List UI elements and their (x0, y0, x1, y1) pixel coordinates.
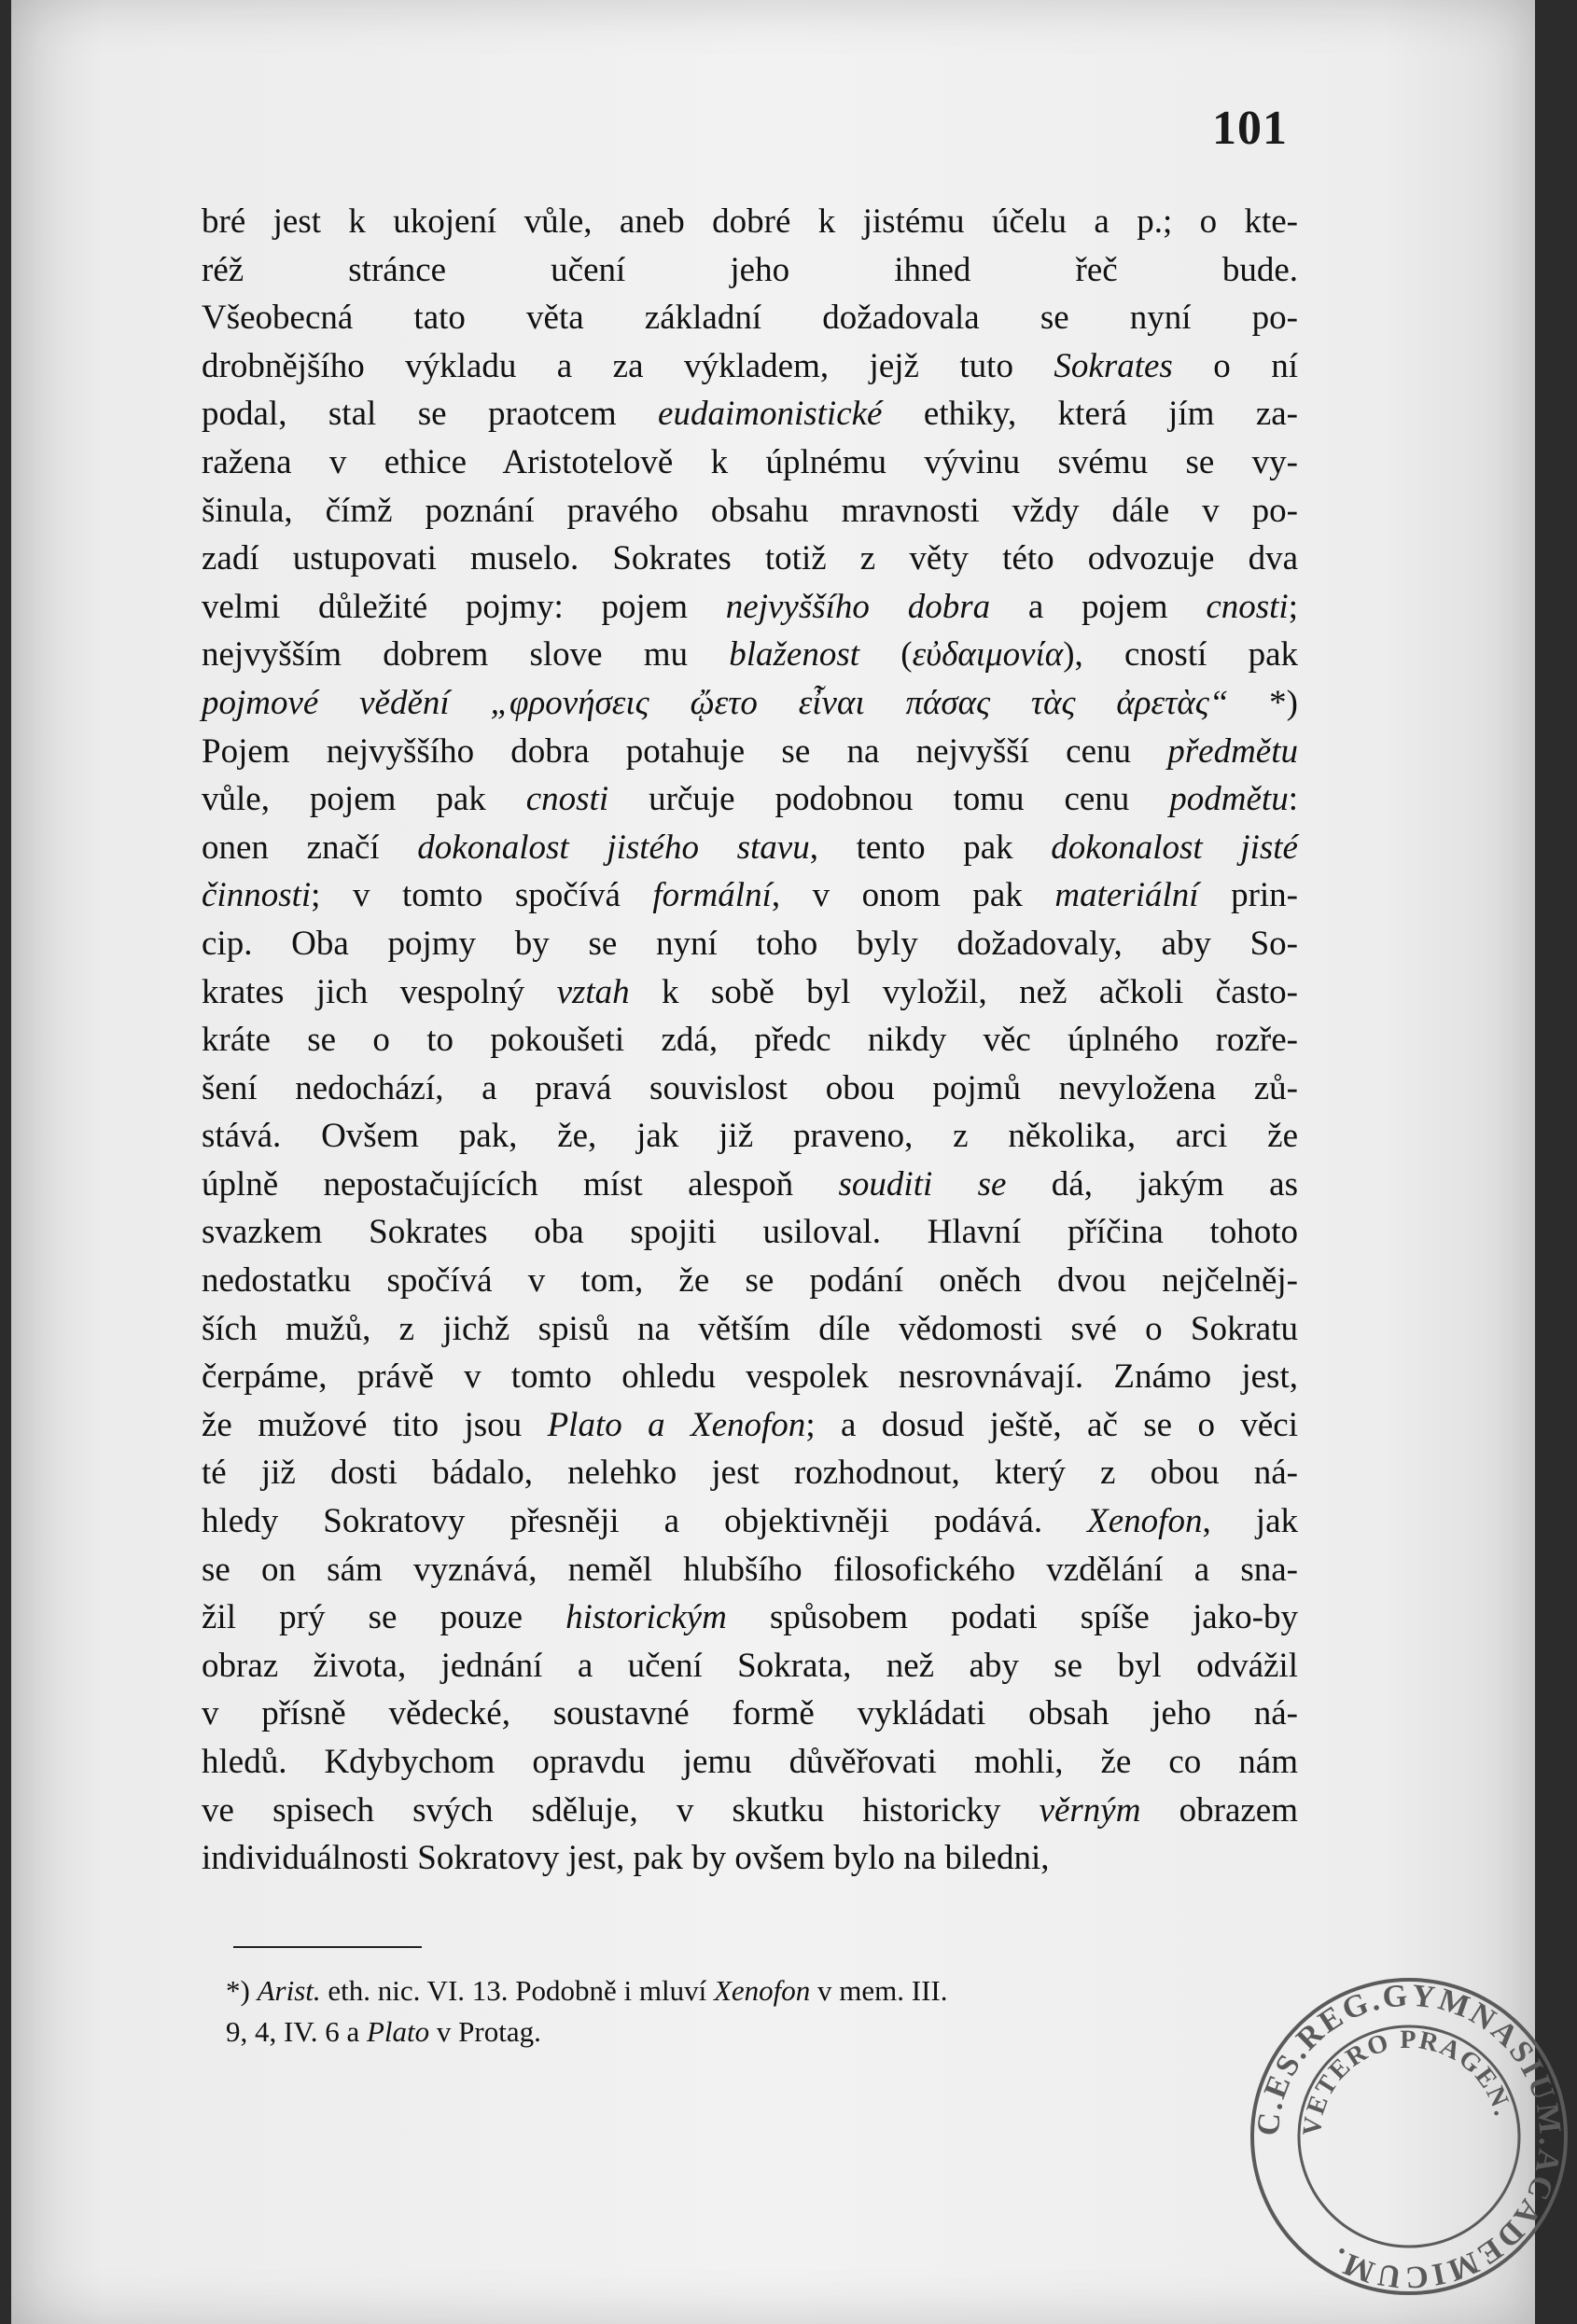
body-text-segment: prin- (1198, 876, 1298, 915)
body-text-segment: εὐδαιμονία (912, 635, 1064, 675)
body-text (202, 198, 1298, 1883)
body-text-segment: cnosti (525, 780, 609, 819)
body-text-segment: podal, stal se praotcem (202, 395, 659, 434)
body-text-segment: , v onom pak (771, 876, 1055, 915)
body-text-segment: čerpáme, právě v tomto ohledu vespolek nesrovnávají. Známo jest, (202, 1357, 1298, 1397)
body-line (202, 728, 1298, 776)
body-text-segment: úplně nepostačujících míst alespoň (202, 1164, 839, 1204)
body-text-segment: cnosti (1206, 587, 1289, 626)
body-text-segment: o ní (1172, 346, 1298, 385)
body-line (202, 1065, 1298, 1113)
body-text-segment: : (1288, 780, 1298, 819)
body-text-segment: drobnějšího výkladu a za výkladem, jejž tuto (202, 346, 1054, 385)
body-text-segment: obraz života, jednání a učení Sokrata, než aby se byl odvážil (202, 1646, 1298, 1685)
body-text-segment: cip. Oba pojmy by se nyní toho byly dožadovaly, aby So- (202, 924, 1298, 963)
document-page (11, 0, 1568, 2324)
body-text-segment: ; v tomto spočívá (311, 876, 653, 915)
body-line (202, 1401, 1298, 1450)
footnote-line (226, 2011, 1299, 2053)
body-text-segment: se on sám vyznává, neměl hlubšího filosofického vzdělání a sna- (202, 1550, 1298, 1589)
footnote-rule (233, 1946, 422, 1948)
body-line (202, 583, 1298, 632)
footnote-text-segment: Plato (366, 2015, 430, 2048)
body-text-segment: kráte se o to pokoušeti zdá, předc nikdy věc úplného rozře- (202, 1021, 1298, 1060)
body-line (202, 487, 1298, 536)
footnote-text-segment: 9, 4, IV. 6 a (226, 2015, 367, 2048)
body-text-segment: Všeobecná tato věta základní dožadovala se nyní po- (202, 299, 1298, 338)
body-text-segment: dokonalost jistého stavu (417, 828, 810, 867)
body-line (202, 342, 1298, 391)
footnote-line (226, 1970, 1299, 2011)
body-line (202, 198, 1298, 246)
body-text-segment: hledů. Kdybychom opravdu jemu důvěřovati mohli, že co nám (202, 1743, 1298, 1781)
body-text-segment: ších mužů, z jichž spisů na větším díle vědomosti své o Sokratu (202, 1309, 1298, 1348)
body-text-segment: že mužové tito jsou (202, 1405, 548, 1444)
body-text-segment: ( (859, 635, 913, 675)
body-text-segment: spůsobem podati spíše jako-by (726, 1598, 1298, 1637)
body-text-segment: réž stránce učení jeho ihned řeč bude. (202, 250, 1298, 289)
stamp-inner-text: VETERO PRAGEN. (1297, 2025, 1518, 2137)
page-number: 101 (1212, 102, 1288, 155)
body-text-segment: Xenofon (1087, 1502, 1203, 1541)
body-text-segment: Pojem nejvyššího dobra potahuje se na nejvyšší cenu (202, 731, 1168, 771)
body-line (202, 775, 1298, 824)
body-text-segment: hledy Sokratovy přesněji a objektivněji podává. (202, 1502, 1088, 1541)
body-line (202, 679, 1298, 728)
body-text-segment: nejvyššího dobra (725, 587, 991, 626)
body-text-segment: blaženost (729, 635, 860, 675)
body-line (202, 968, 1298, 1017)
body-line (202, 631, 1298, 679)
body-line (202, 294, 1298, 342)
body-text-segment: bré jest k ukojení vůle, aneb dobré k jistému účelu a p.; o kte- (202, 202, 1298, 241)
body-line (202, 1497, 1298, 1546)
body-text-segment: velmi důležité pojmy: pojem (202, 587, 726, 626)
body-text-segment: šení nedochází, a pravá souvislost obou pojmů nevyložena zů- (202, 1068, 1298, 1107)
body-text-segment: dá, jakým as (1006, 1164, 1299, 1204)
body-text-segment: žil prý se pouze (202, 1598, 566, 1637)
body-text-segment: eudaimonistické (658, 395, 883, 434)
body-line (202, 390, 1298, 438)
body-text-segment: v přísně vědecké, soustavné formě vykládati obsah jeho ná- (202, 1694, 1298, 1733)
body-text-segment: šinula, čímž poznání pravého obsahu mravnosti vždy dále v po- (202, 491, 1298, 530)
body-text-segment: dokonalost jisté (1051, 828, 1298, 867)
body-line (202, 1642, 1298, 1691)
body-text-segment: nejvyšším dobrem slove mu (202, 635, 730, 675)
library-stamp (1241, 1969, 1577, 2304)
body-text-segment: *) (1228, 683, 1299, 722)
body-line (202, 1161, 1298, 1209)
body-line (202, 1353, 1298, 1401)
body-line (202, 1257, 1298, 1305)
body-text-segment: a pojem (990, 587, 1207, 626)
body-text-segment: vztah (556, 972, 630, 1011)
body-text-segment: nedostatku spočívá v tom, že se podání oněch dvou nejčelněj- (202, 1261, 1298, 1301)
body-text-segment: věrným (1039, 1790, 1141, 1830)
body-line (202, 246, 1298, 295)
body-text-segment: , tento pak (809, 828, 1052, 867)
body-line (202, 535, 1298, 583)
body-text-segment: činnosti (202, 876, 312, 915)
footnote-text-segment: Xenofon (713, 1974, 811, 2007)
body-text-segment: onen značí (202, 828, 418, 867)
body-line (202, 1449, 1298, 1497)
footnote-text-segment: *) (226, 1974, 258, 2007)
body-text-segment: ; (1288, 587, 1298, 626)
body-text-segment: ražena v ethice Aristotelově k úplnému vývinu svému se vy- (202, 442, 1298, 481)
body-line (202, 1834, 1298, 1883)
body-line (202, 438, 1298, 487)
body-line (202, 871, 1298, 920)
stamp-outer-text: C.ES.REG.GYMNASIUM.ACADEMICUM. (1250, 1978, 1568, 2295)
body-line (202, 1112, 1298, 1161)
body-text-segment: zadí ustupovati muselo. Sokrates totiž z věty této odvozuje dva (202, 539, 1298, 578)
body-line (202, 920, 1298, 968)
body-line (202, 824, 1298, 872)
body-line (202, 1738, 1298, 1787)
body-text-segment: historickým (565, 1598, 727, 1637)
body-text-segment: k sobě byl vyložil, než ačkoli často- (629, 972, 1298, 1011)
body-text-segment: materiální (1054, 876, 1199, 915)
footnote-text-segment: v mem. III. (810, 1974, 948, 2007)
footnote-text-segment: v Protag. (429, 2015, 541, 2048)
footnote-text-segment: Arist. (257, 1974, 321, 2007)
body-text-segment: krates jich vespolný (202, 972, 557, 1011)
body-text-segment: svazkem Sokrates oba spojiti usiloval. Hlavní příčina tohoto (202, 1213, 1298, 1252)
body-line (202, 1016, 1298, 1065)
body-text-segment: ethiky, která jím za- (882, 395, 1298, 434)
body-text-segment: Sokrates (1054, 346, 1173, 385)
body-text-segment: předmětu (1167, 731, 1298, 771)
body-text-segment: pojmové vědění „φρονήσεις ᾤετο εἶναι πάσας τὰς ἀρετὰς“ (202, 683, 1229, 722)
body-text-segment: podmětu (1169, 780, 1289, 819)
body-text-segment: té již dosti bádalo, nelehko jest rozhodnout, který z obou ná- (202, 1454, 1298, 1493)
body-text-segment: formální (652, 876, 772, 915)
body-text-segment: Plato a Xenofon (547, 1405, 806, 1444)
body-text-segment: individuálnosti Sokratovy jest, pak by ovšem bylo na biledni, (202, 1839, 1050, 1878)
body-text-segment: ve spisech svých sděluje, v skutku historicky (202, 1790, 1040, 1830)
footnote-text-segment: eth. nic. VI. 13. Podobně i mluví (320, 1974, 714, 2007)
body-text-segment: , jak (1202, 1502, 1298, 1541)
body-line (202, 1208, 1298, 1257)
body-line (202, 1305, 1298, 1354)
body-line (202, 1546, 1298, 1594)
body-text-segment: ; a dosud ještě, ač se o věci (805, 1405, 1298, 1444)
body-text-segment: souditi se (838, 1164, 1007, 1204)
body-text-segment: obrazem (1140, 1790, 1298, 1830)
body-text-segment: vůle, pojem pak (202, 780, 526, 819)
footnote (226, 1970, 1299, 2053)
body-line (202, 1787, 1298, 1835)
body-line (202, 1690, 1298, 1738)
body-text-segment: určuje podobnou tomu cenu (608, 780, 1170, 819)
body-text-segment: ), cností pak (1063, 635, 1299, 675)
body-text-segment: stává. Ovšem pak, že, jak již praveno, z několika, arci že (202, 1117, 1298, 1156)
body-line (202, 1593, 1298, 1642)
